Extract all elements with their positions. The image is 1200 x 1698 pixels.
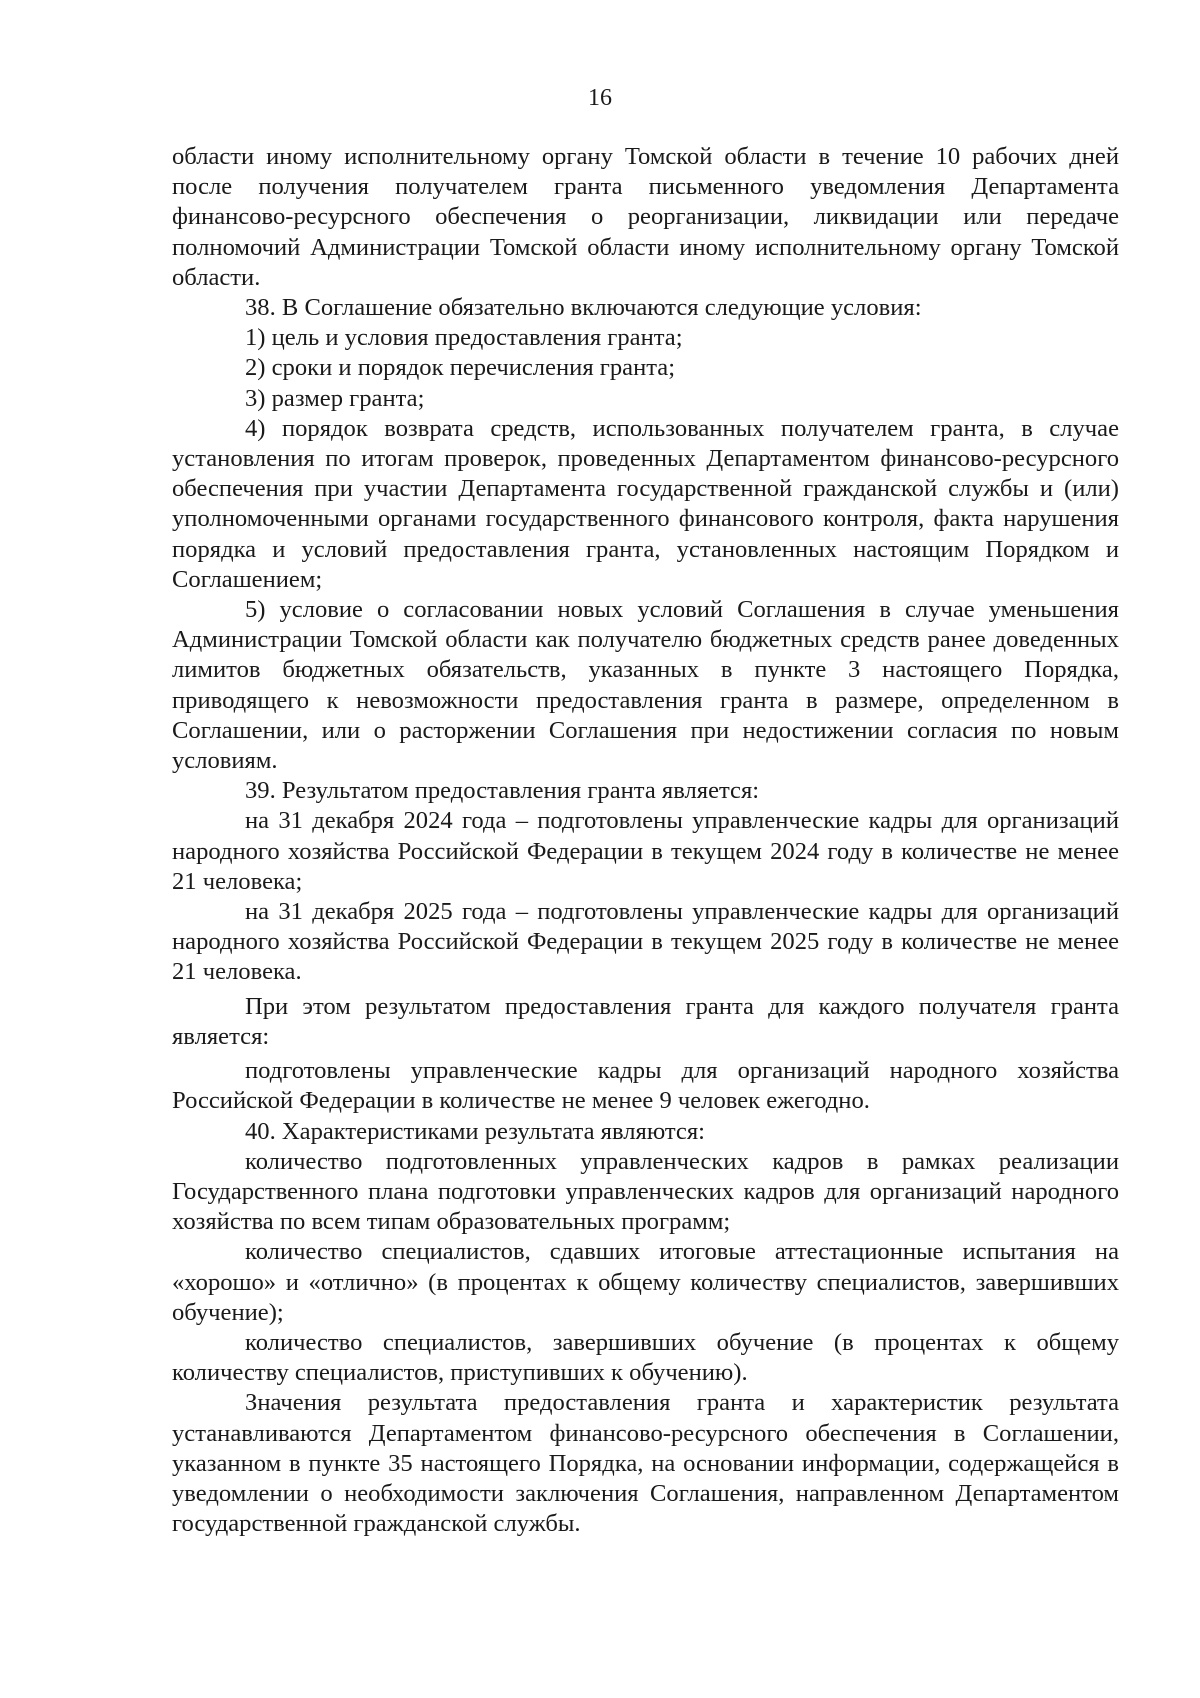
paragraph-characteristic-2: количество специалистов, сдавших итоговые аттестационные испытания на «хорошо» и «отлично» (в процентах к общему количеству специалистов, завершивших обучение); (172, 1238, 1119, 1326)
paragraph-condition-3: 3) размер гранта; (245, 384, 425, 412)
paragraph-condition-2: 2) сроки и порядок перечисления гранта; (245, 354, 676, 382)
paragraph-condition-1: 1) цель и условия предоставления гранта; (245, 324, 683, 352)
paragraph-result-2025: на 31 декабря 2025 года – подготовлены управленческие кадры для организаций народного хозяйства Российской Федерации в текущем 2025 году в количестве не менее 21 человека. (172, 898, 1119, 986)
paragraph-result-2024: на 31 декабря 2024 года – подготовлены управленческие кадры для организаций народного хозяйства Российской Федерации в текущем 2024 году в количестве не менее 21 человека; (172, 807, 1119, 895)
paragraph-item-40: 40. Характеристиками результата являются: (245, 1117, 705, 1145)
document-body (172, 142, 1119, 1539)
page-number: 16 (588, 85, 612, 111)
paragraph-result-annual: подготовлены управленческие кадры для организаций народного хозяйства Российской Федерации в количестве не менее 9 человек ежегодно. (172, 1057, 1119, 1115)
paragraph-condition-4: 4) порядок возврата средств, использованных получателем гранта, в случае установления по итогам проверок, проведенных Департаментом финансово-ресурсного обеспечения при участии Департамента государственной гражданской службы и (или) уполномоченными органами государственного финансового контроля, факта нарушения порядка и условий предоставления гранта, установленных настоящим Порядком и Соглашением; (172, 414, 1119, 593)
paragraph-condition-5: 5) условие о согласовании новых условий Соглашения в случае уменьшения Администрации Томской области как получателю бюджетных средств ранее доведенных лимитов бюджетных обязательств, указанных в пункте 3 настоящего Порядка, приводящего к невозможности предоставления гранта в размере, определенном в Соглашении, или о расторжении Соглашения при недостижении согласия по новым условиям. (172, 596, 1119, 775)
paragraph-item-39: 39. Результатом предоставления гранта является: (245, 777, 760, 805)
paragraph-values: Значения результата предоставления гранта и характеристик результата устанавливаются Департаментом финансово-ресурсного обеспечения в Соглашении, указанном в пункте 35 настоящего Порядка, на основании информации, содержащейся в уведомлении о необходимости заключения Соглашения, направленном Департаментом государственной гражданской службы. (172, 1389, 1119, 1538)
paragraph-result-per-recipient: При этом результатом предоставления гранта для каждого получателя гранта является: (172, 992, 1119, 1050)
paragraph-characteristic-3: количество специалистов, завершивших обучение (в процентах к общему количеству специалистов, приступивших к обучению). (172, 1328, 1119, 1387)
paragraph-characteristic-1: количество подготовленных управленческих кадров в рамках реализации Государственного плана подготовки управленческих кадров для организаций народного хозяйства по всем типам образовательных программ; (172, 1147, 1119, 1236)
paragraph-item-38: 38. В Соглашение обязательно включаются следующие условия: (245, 294, 922, 322)
paragraph-continuation: области иному исполнительному органу Томской области в течение 10 рабочих дней после получения получателем гранта письменного уведомления Департамента финансово-ресурсного обеспечения о реорганизации, ликвидации или передаче полномочий Администрации Томской области иному исполнительному органу Томской области. (172, 143, 1119, 291)
